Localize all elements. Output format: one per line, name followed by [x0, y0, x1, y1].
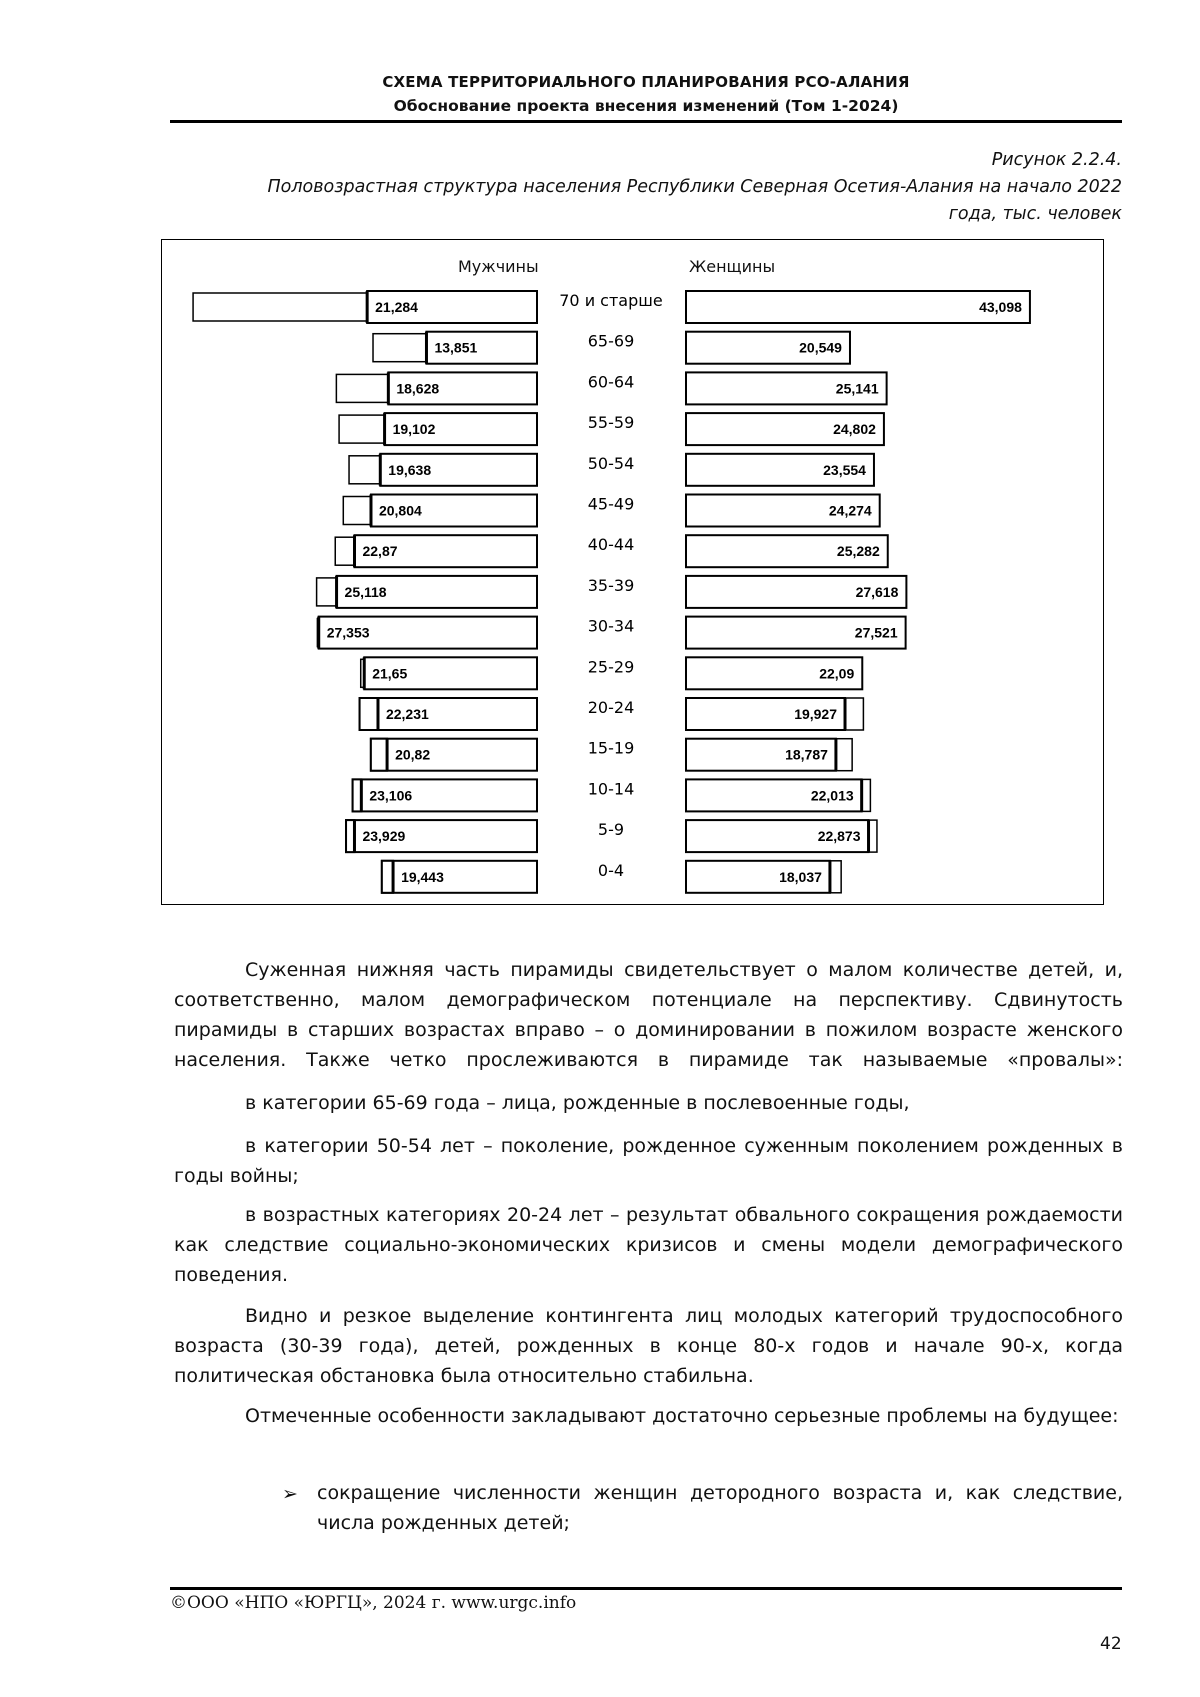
male-value-label-7: 25,118 — [344, 583, 387, 600]
male-shadow-7 — [317, 578, 337, 606]
age-group-label-5: 45-49 — [587, 494, 635, 514]
paragraph-6: Отмеченные особенности закладывают достаточно серьезные проблемы на будущее: — [245, 1405, 1119, 1427]
age-group-label-6: 40-44 — [587, 535, 635, 555]
male-shadow-4 — [349, 456, 380, 484]
female-value-label-2: 25,141 — [835, 380, 879, 397]
female-value-label-11: 18,787 — [785, 746, 828, 763]
male-value-label-3: 19,102 — [392, 421, 436, 438]
female-value-label-9: 22,09 — [819, 665, 855, 682]
age-group-label-14: 0-4 — [597, 860, 625, 880]
male-value-label-4: 19,638 — [388, 461, 432, 478]
male-value-label-10: 22,231 — [385, 706, 429, 722]
age-group-label-8: 30-34 — [587, 616, 635, 636]
male-value-label-14: 19,443 — [401, 868, 444, 885]
male-value-label-11: 20,82 — [395, 746, 431, 763]
male-shadow-3 — [339, 415, 384, 443]
male-value-label-0: 21,284 — [375, 299, 418, 315]
female-value-label-14: 18,037 — [779, 868, 822, 885]
age-group-label-0: 70 и старше — [559, 291, 663, 310]
age-group-label-7: 35-39 — [587, 575, 635, 595]
female-shadow-10 — [845, 698, 863, 730]
male-value-label-1: 13,851 — [434, 339, 478, 356]
female-shadow-14 — [830, 861, 841, 893]
male-shadow-6 — [335, 537, 354, 565]
male-excess-14 — [382, 861, 393, 893]
bullet-arrow-icon: ➢ — [282, 1483, 298, 1505]
female-value-label-7: 27,618 — [855, 583, 899, 600]
male-value-label-13: 23,929 — [362, 828, 406, 845]
figure-caption-line1: Половозрастная структура населения Республики Северная Осетия-Алания на начало 2022 — [267, 177, 1122, 197]
female-value-label-13: 22,873 — [817, 828, 861, 845]
figure-number: Рисунок 2.2.4. — [991, 150, 1122, 170]
female-series-label: Женщины — [689, 257, 776, 276]
paragraph-5: Видно и резкое выделение контингента лиц молодых категорий трудоспособного возраста (30-39 года), детей, рожденных в конце 80-х годов и начале 90-х, когда политическая обстановка была относительно стабильна. — [174, 1305, 1123, 1387]
female-value-label-1: 20,549 — [799, 339, 842, 356]
male-excess-11 — [371, 739, 387, 771]
female-value-label-0: 43,098 — [979, 299, 1022, 315]
male-series-label: Мужчины — [458, 257, 539, 276]
male-shadow-0 — [193, 293, 367, 321]
male-value-label-9: 21,65 — [372, 665, 408, 682]
age-group-label-4: 50-54 — [587, 453, 635, 473]
male-value-label-8: 27,353 — [326, 624, 370, 641]
document-header-subtitle: Обоснование проекта внесения изменений (Том 1-2024) — [393, 97, 899, 115]
footer-copyright: ©ООО «НПО «ЮРГЦ», 2024 г. www.urgc.info — [170, 1593, 577, 1613]
age-group-label-11: 15-19 — [587, 738, 635, 758]
male-value-label-12: 23,106 — [369, 787, 413, 804]
age-group-label-9: 25-29 — [587, 657, 635, 677]
male-value-label-2: 18,628 — [396, 380, 440, 397]
figure-caption-line2: года, тыс. человек — [948, 204, 1122, 224]
document-header-title: СХЕМА ТЕРРИТОРИАЛЬНОГО ПЛАНИРОВАНИЯ РСО-АЛАНИЯ — [382, 73, 910, 91]
age-group-label-12: 10-14 — [587, 779, 635, 799]
female-value-label-8: 27,521 — [854, 624, 898, 641]
paragraph-1: Суженная нижняя часть пирамиды свидетельствует о малом количестве детей, и, соответственно, малом демографическом потенциале на перспективу. Сдвинутость пирамиды в старших возрастах вправо – о доминировании в пожилом возрасте женского населения. Также четко прослеживаются в пирамиде так называемые «провалы»: — [174, 959, 1123, 1071]
bullet-item-1: сокращение численности женщин детородного возраста и, как следствие, числа рожденных детей; — [317, 1482, 1123, 1534]
male-value-label-5: 20,804 — [378, 502, 422, 519]
paragraph-2: в категории 65-69 года – лица, рожденные в послевоенные годы, — [245, 1092, 910, 1114]
male-shadow-5 — [343, 497, 371, 525]
male-value-label-6: 22,87 — [362, 543, 398, 560]
female-value-label-6: 25,282 — [836, 543, 880, 560]
paragraph-4: в возрастных категориях 20-24 лет – результат обвального сокращения рождаемости как следствие социально-экономических кризисов и смены модели демографического поведения. — [174, 1204, 1123, 1286]
male-excess-10 — [360, 698, 378, 730]
age-group-label-3: 55-59 — [587, 413, 635, 433]
female-value-label-3: 24,802 — [833, 421, 876, 438]
female-value-label-4: 23,554 — [823, 461, 866, 478]
age-group-label-10: 20-24 — [587, 698, 635, 717]
female-value-label-12: 22,013 — [810, 787, 854, 804]
footer-rule — [170, 1587, 1122, 1590]
age-group-label-1: 65-69 — [587, 331, 635, 351]
age-group-label-2: 60-64 — [587, 372, 635, 392]
paragraph-3: в категории 50-54 лет – поколение, рожденное суженным поколением рожденных в годы войны; — [174, 1135, 1123, 1187]
male-shadow-1 — [373, 334, 426, 362]
page-number: 42 — [1100, 1634, 1122, 1654]
female-shadow-11 — [836, 739, 852, 771]
female-value-label-10: 19,927 — [794, 706, 838, 722]
female-value-label-5: 24,274 — [828, 502, 872, 519]
age-group-label-13: 5-9 — [597, 820, 625, 840]
male-shadow-2 — [336, 374, 388, 402]
